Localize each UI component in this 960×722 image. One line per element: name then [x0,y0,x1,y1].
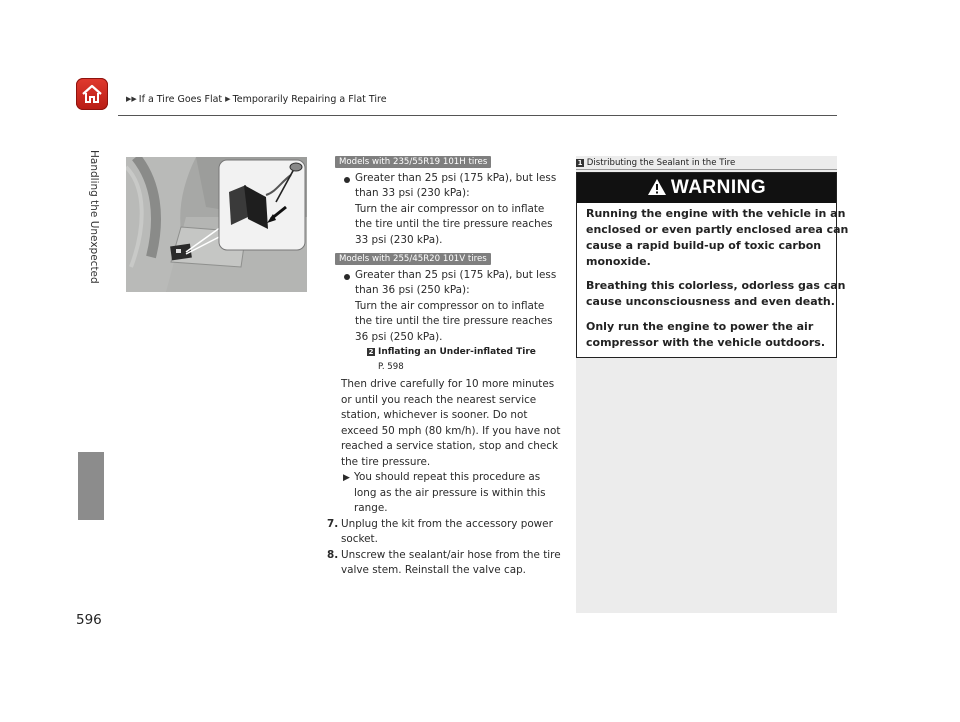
step8-line: valve stem. Reinstall the valve cap. [341,564,526,576]
note-divider [576,169,837,170]
breadcrumb [126,94,387,105]
breadcrumb-item-flat-tire[interactable]: If a Tire Goes Flat [138,94,223,105]
drive-line: reached a service station, stop and check [341,440,558,452]
model1-line: 33 psi (230 kPa). [355,234,443,246]
drive-line: exceed 50 mph (80 km/h). If you have not [341,425,561,437]
warning-line: Running the engine with the vehicle in an [586,207,846,220]
note-title-text: Distributing the Sealant in the Tire [586,158,736,168]
warning-line: compressor with the vehicle outdoors. [586,336,826,349]
bullet [344,274,350,280]
note-title [576,158,735,168]
drive-line: Then drive carefully for 10 more minutes [341,378,555,390]
warning-line: Only run the engine to power the air [586,320,814,333]
warning-line: cause unconsciousness and even death. [586,295,835,308]
warning-line: cause a rapid build-up of toxic carbon [586,239,822,252]
model2-line: than 36 psi (250 kPa): [355,284,470,296]
step8-line: Unscrew the sealant/air hose from the tire [341,549,561,561]
warning-line: enclosed or even partly enclosed area can [586,223,849,236]
repeat-line: long as the air pressure is within this [354,487,546,499]
section-label: Handling the Unexpected [88,150,100,284]
drive-line: or until you reach the nearest service [341,394,537,406]
note-icon: 1 [577,159,583,167]
model1-line: Greater than 25 psi (175 kPa), but less [355,172,557,184]
repeat-line: range. [354,502,388,514]
breadcrumb-item-repair[interactable]: Temporarily Repairing a Flat Tire [232,94,387,105]
model2-line: Turn the air compressor on to inflate [355,300,545,312]
home-button[interactable] [76,78,108,110]
reference-icon: 2 [368,348,374,356]
model2-line: 36 psi (250 kPa). [355,331,443,343]
drive-line: the tire pressure. [341,456,431,468]
header-divider [118,115,837,116]
model1-line: Turn the air compressor on to inflate [355,203,545,215]
warning-line: monoxide. [586,255,651,268]
warning-box [576,172,849,358]
model-badge-255: Models with 255/45R20 101V tires [335,253,491,265]
warning-icon [647,178,667,196]
breadcrumb-arrow-icon: ▶▶ [126,95,137,103]
step-number-7: 7. [327,518,339,530]
warning-header [577,173,836,203]
warning-line: Breathing this colorless, odorless gas can [586,279,846,292]
note-arrow-icon: ▶ [343,473,350,483]
step-number-8: 8. [327,549,339,561]
step7-line: socket. [341,533,378,545]
model1-line: than 33 psi (230 kPa): [355,187,470,199]
repeat-line: You should repeat this procedure as [354,471,541,483]
cross-reference-link[interactable] [367,347,536,357]
section-tab[interactable] [78,452,104,520]
breadcrumb-arrow-icon: ▶ [225,95,231,103]
warning-label: WARNING [670,177,767,198]
model2-line: the tire until the tire pressure reaches [355,315,553,327]
compressor-illustration [126,157,307,292]
step7-line: Unplug the kit from the accessory power [341,518,553,530]
bullet [344,177,350,183]
page-number: 596 [76,612,102,628]
home-icon [80,82,104,106]
reference-page[interactable]: P. 598 [378,362,404,372]
model2-line: Greater than 25 psi (175 kPa), but less [355,269,557,281]
model-badge-235: Models with 235/55R19 101H tires [335,156,491,168]
reference-title: Inflating an Under-inflated Tire [378,347,536,357]
drive-line: station, whichever is sooner. Do not [341,409,528,421]
model1-line: the tire until the tire pressure reaches [355,218,553,230]
